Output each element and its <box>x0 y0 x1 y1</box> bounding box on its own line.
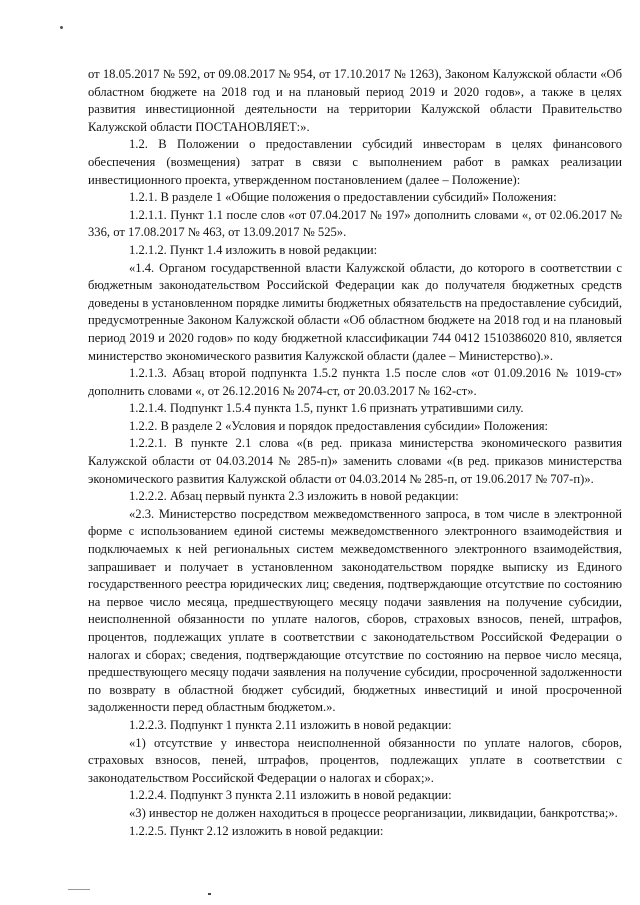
paragraph-clause-1-4: «1.4. Органом государственной власти Калужской области, до которого в соответствии с бюджетным законодательством Российской Федерации как до получателя бюджетных средств доведены в установленном порядке лимиты бюджетных обязательств на предоставление субсидий, предусмотренные Законом Калужской области «Об областном бюджете на 2018 год и на плановый период 2019 и 2020 годов» по коду бюджетной классификации 744 0412 1510386020 810, является министерство экономического развития Калужской области (далее – Министерство).». <box>88 260 622 363</box>
paragraph-1-2: 1.2. В Положении о предоставлении субсидий инвесторам в целях финансового обеспечения (возмещения) затрат в связи с выполнением работ в рамках реализации инвестиционного проекта, утвержденном постановлением (далее – Положение): <box>88 137 622 187</box>
scan-mark <box>60 26 63 29</box>
paragraph-1-2-2-4: 1.2.2.4. Подпункт 3 пункта 2.11 изложить в новой редакции: <box>129 788 452 803</box>
paragraph-subclause-3: «3) инвестор не должен находиться в процессе реорганизации, ликвидации, банкротства;». <box>129 805 618 820</box>
paragraph-1-2-1-3: 1.2.1.3. Абзац второй подпункта 1.5.2 пункта 1.5 после слов «от 01.09.2016 № 1019-ст» дополнить словами «, от 26.12.2016 № 2074-ст, от 20.03.2017 № 162-ст». <box>88 366 622 398</box>
paragraph-clause-2-3: «2.3. Министерство посредством межведомственного запроса, в том числе в электронной форме с использованием единой системы межведомственного электронного взаимодействия и подключаемых к ней региональных систем межведомственного электронного взаимодействия, запрашивает и получает в установленном законодательством порядке выписку из Единого государственного реестра юридических лиц; сведения, подтверждающие отсутствие по состоянию на первое число месяца, предшествующего месяцу подачи заявления на получение субсидии, неисполненной обязанности по уплате налогов, сборов, страховых взносов, пеней, штрафов, процентов, подлежащих уплате в соответствии с законодательством Российской Федерации о налогах и сборах; сведения, подтверждающие отсутствие по состоянию на первое число месяца, предшествующего месяцу подачи заявления на получение субсидии, просроченной задолженности по возврату в областной бюджет субсидий, бюджетных инвестиций и иной просроченной задолженности перед областным бюджетом.». <box>88 506 622 715</box>
paragraph-1-2-1: 1.2.1. В разделе 1 «Общие положения о предоставлении субсидий» Положения: <box>129 190 557 205</box>
paragraph-1-2-1-4: 1.2.1.4. Подпункт 1.5.4 пункта 1.5, пункт 1.6 признать утратившими силу. <box>129 401 524 416</box>
paragraph-1-2-2: 1.2.2. В разделе 2 «Условия и порядок предоставления субсидии» Положения: <box>129 418 549 433</box>
scan-artifact-dot <box>208 893 211 895</box>
paragraph-1-2-2-5: 1.2.2.5. Пункт 2.12 изложить в новой редакции: <box>129 823 384 838</box>
scan-artifact-dash <box>68 889 90 890</box>
paragraph-1-2-1-1: 1.2.1.1. Пункт 1.1 после слов «от 07.04.2017 № 197» дополнить словами «, от 02.06.2017 № 336, от 17.08.2017 № 463, от 13.09.2017 № 525». <box>88 207 622 240</box>
paragraph-1-2-2-2: 1.2.2.2. Абзац первый пункта 2.3 изложить в новой редакции: <box>129 489 459 504</box>
document-body <box>88 66 622 840</box>
paragraph-subclause-1: «1) отсутствие у инвестора неисполненной обязанности по уплате налогов, сборов, страховых взносов, пеней, штрафов, процентов, подлежащих уплате в соответствии с законодательством Российской Федерации о налогах и сборах;». <box>88 735 622 785</box>
paragraph-preamble-ending: от 18.05.2017 № 592, от 09.08.2017 № 954, от 17.10.2017 № 1263), Законом Калужской области «Об областном бюджете на 2018 год и на плановый период 2019 и 2020 годов», а также в целях развития инвестиционной деятельности на территории Калужской области Правительство Калужской области ПОСТАНОВЛЯЕТ:». <box>88 67 622 134</box>
paragraph-1-2-2-1: 1.2.2.1. В пункте 2.1 слова «(в ред. приказа министерства экономического развития Калужской области от 04.03.2014 № 285-п)» заменить словами «(в ред. приказов министерства экономического развития Калужской области от 04.03.2014 № 285-п, от 19.06.2017 № 707-п)». <box>88 436 622 486</box>
paragraph-1-2-2-3: 1.2.2.3. Подпункт 1 пункта 2.11 изложить в новой редакции: <box>129 717 452 732</box>
paragraph-1-2-1-2: 1.2.1.2. Пункт 1.4 изложить в новой редакции: <box>129 242 378 257</box>
